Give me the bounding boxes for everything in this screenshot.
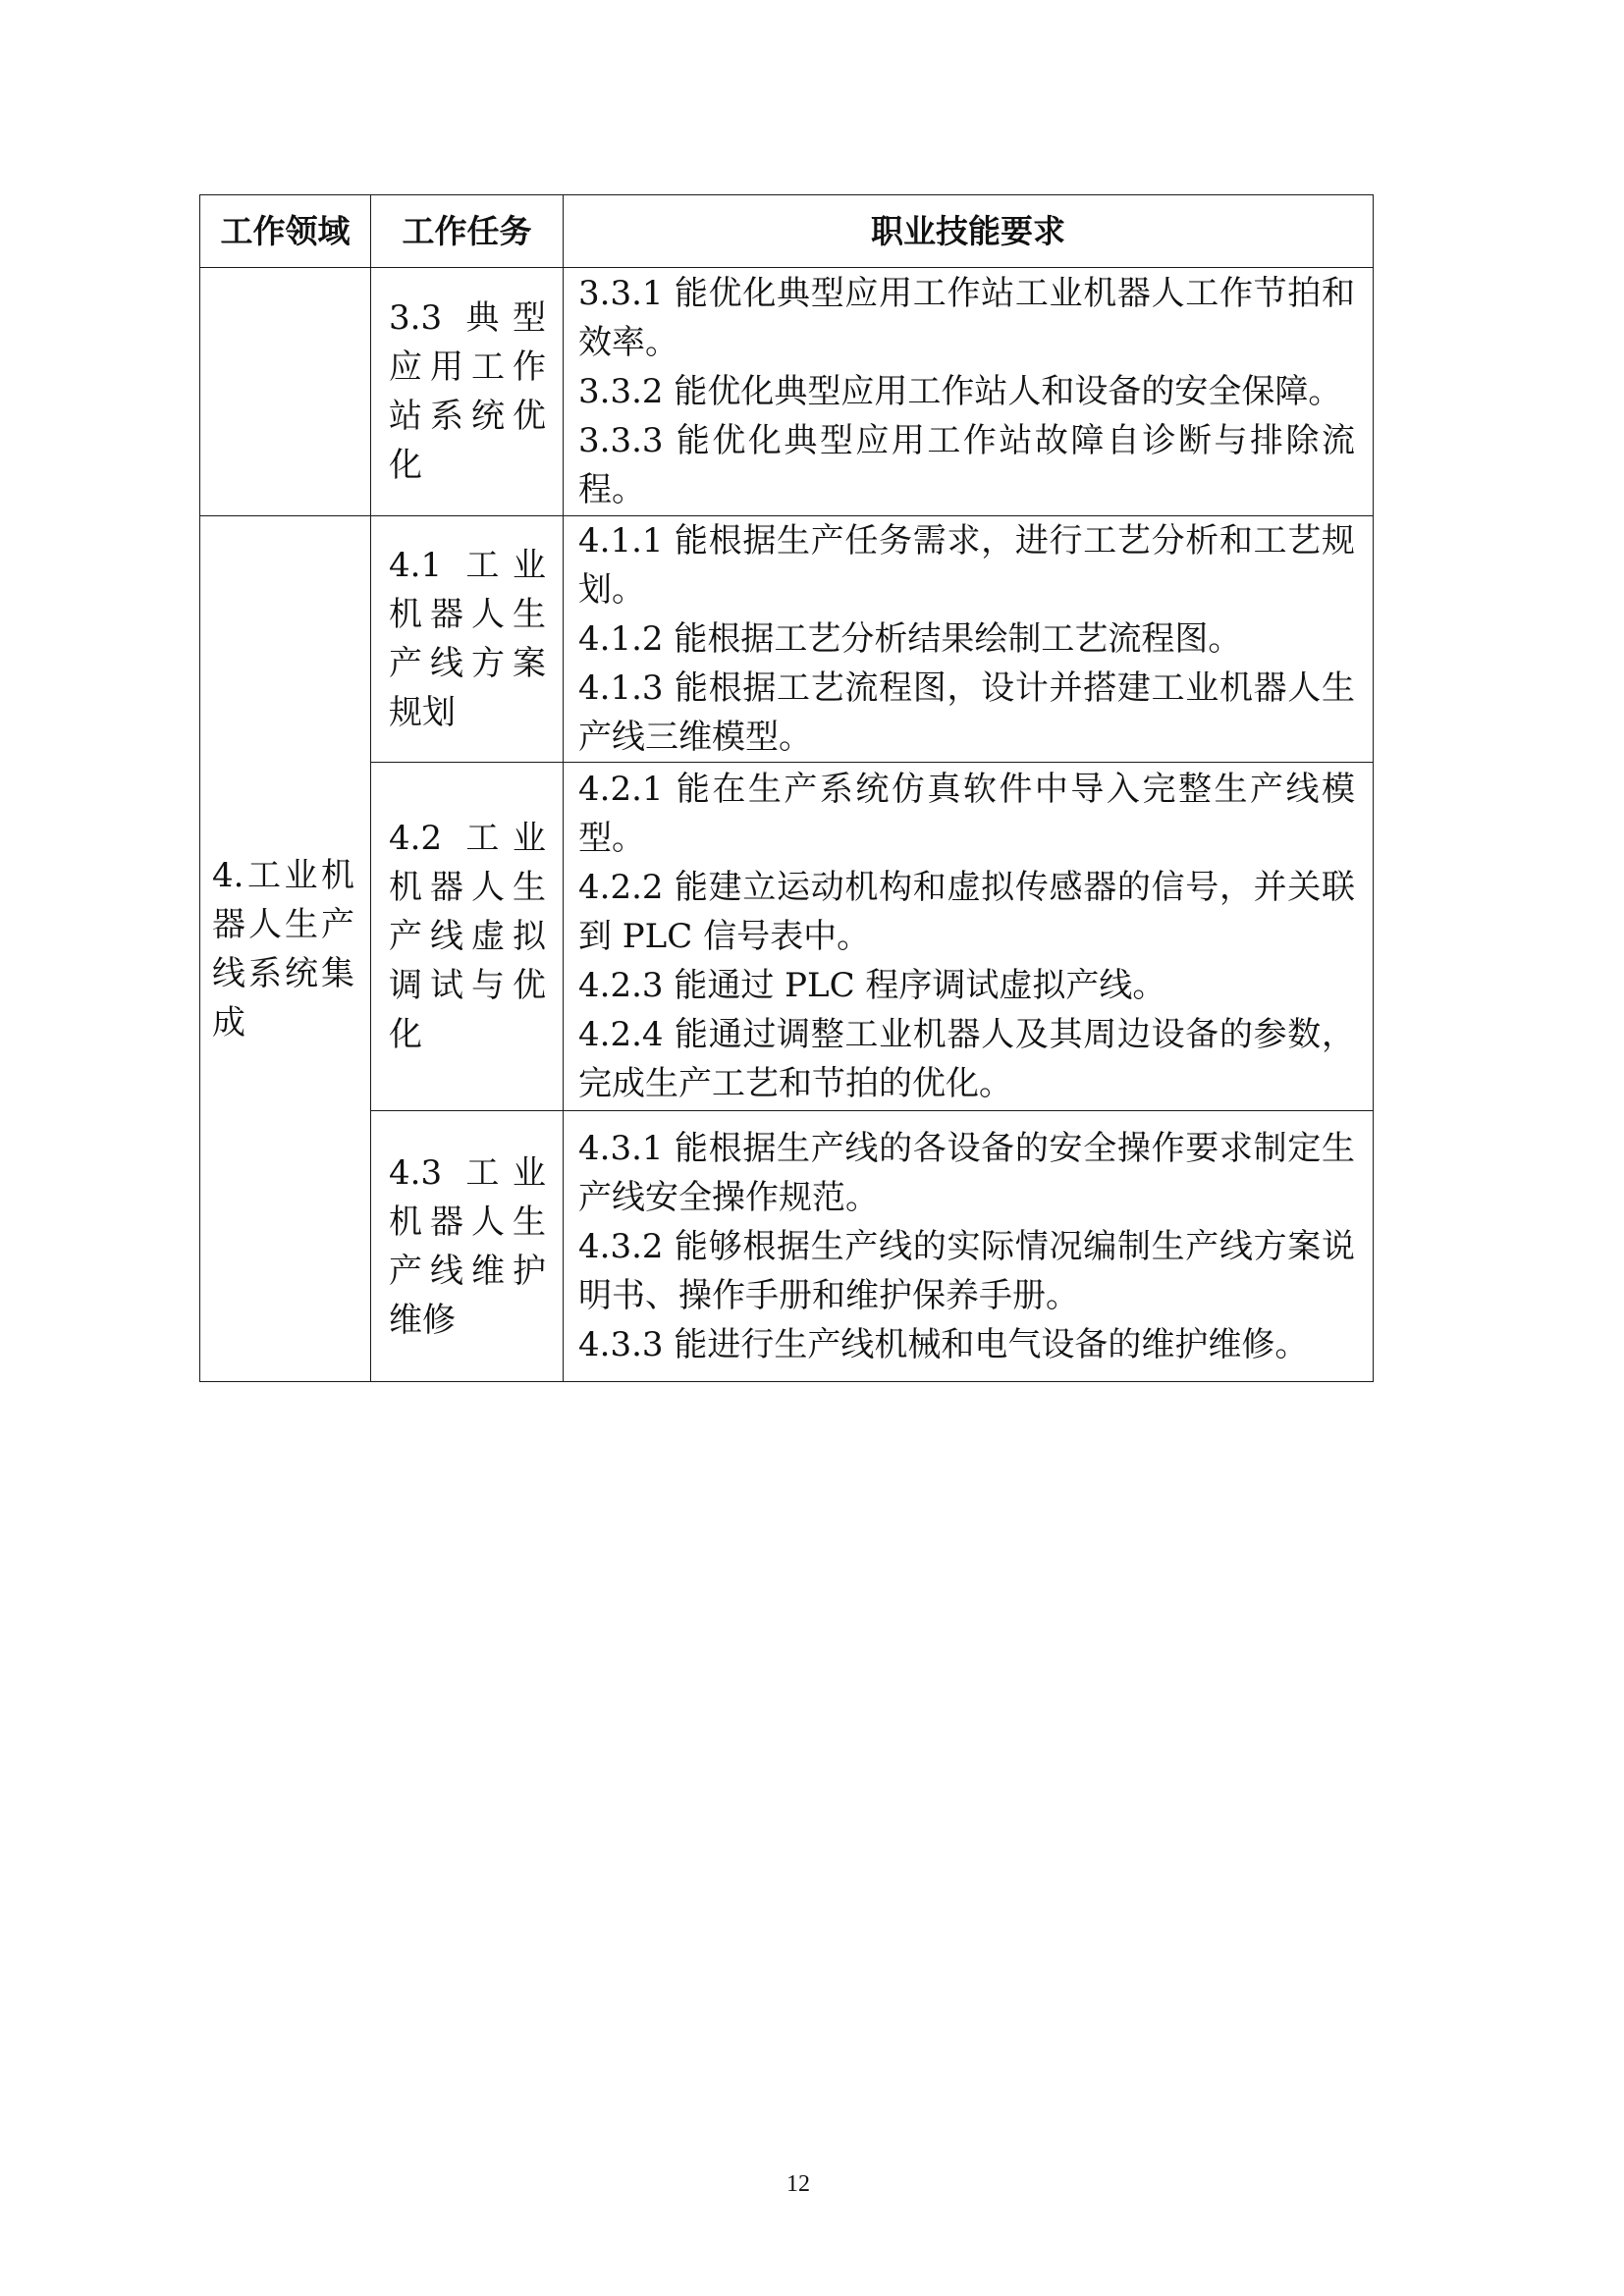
text-line: 产线虚拟 [389,917,546,956]
skill-item [578,1010,1355,1108]
text-line: 4.1.1 能根据生产任务需求，进行工艺分析和工艺规 [578,521,1355,561]
text-line: 化 [389,446,422,485]
skill-item [578,1320,1355,1369]
table-row [200,516,1374,763]
skill-item [578,1124,1355,1222]
text-line: 规划 [389,693,456,732]
text-line: 器人生产 [212,904,354,944]
work-task-cell [371,516,564,763]
text-line: 3.3 典型 [389,298,546,338]
text-line: 线系统集 [212,953,354,993]
text-line: 完成生产工艺和节拍的优化。 [578,1064,1012,1103]
text-line: 机器人生 [389,868,546,907]
work-task-cell [371,1111,564,1382]
work-task-cell [371,763,564,1111]
text-line: 机器人生 [389,1201,546,1242]
skill-item [578,269,1355,367]
table-row [200,763,1374,1111]
text-line: 应用工作 [389,347,546,387]
text-line: 4.2.3 能通过 PLC 程序调试虚拟产线。 [578,966,1166,1005]
work-domain-cell [200,516,371,1382]
text-line: 4.1.2 能根据工艺分析结果绘制工艺流程图。 [578,619,1242,659]
text-line: 4.3 工业 [389,1152,546,1193]
work-domain-cell [200,268,371,516]
text-line: 4.2.4 能通过调整工业机器人及其周边设备的参数， [578,1015,1355,1054]
text-line: 机器人生 [389,595,546,634]
text-line: 产线方案 [389,644,546,683]
work-task-name [389,294,546,490]
text-line: 4.2.2 能建立运动机构和虚拟传感器的信号，并关联 [578,868,1355,907]
text-line: 产线维护 [389,1251,546,1291]
text-line: 3.3.2 能优化典型应用工作站人和设备的安全保障。 [578,372,1342,411]
skill-requirements-cell [564,516,1374,763]
work-task-name [389,1148,546,1345]
text-line: 明书、操作手册和维护保养手册。 [578,1275,1079,1315]
page-number: 12 [786,2171,810,2197]
text-line: 程。 [578,470,645,509]
text-line: 4.工业机 [212,855,354,895]
competency-table [199,194,1374,1382]
skill-item [578,863,1355,961]
skill-item [578,367,1355,416]
text-line: 4.3.1 能根据生产线的各设备的安全操作要求制定生 [578,1128,1355,1168]
work-task-cell [371,268,564,516]
header-skill-requirements: 职业技能要求 [564,195,1374,268]
table-row [200,1111,1374,1382]
skill-requirements-cell [564,763,1374,1111]
text-line: 到 PLC 信号表中。 [578,917,871,956]
text-line: 维修 [389,1300,456,1340]
text-line: 化 [389,1015,422,1054]
text-line: 4.3.2 能够根据生产线的实际情况编制生产线方案说 [578,1226,1355,1266]
text-line: 4.2.1 能在生产系统仿真软件中导入完整生产线模 [578,770,1355,809]
skill-requirements-cell [564,1111,1374,1382]
text-line: 3.3.3 能优化典型应用工作站故障自诊断与排除流 [578,421,1355,460]
text-line: 产线安全操作规范。 [578,1177,879,1217]
text-line: 调试与优 [389,966,546,1005]
work-task-name [389,541,546,737]
skill-item [578,1222,1355,1320]
text-line: 产线三维模型。 [578,718,812,757]
text-line: 站系统优 [389,397,546,436]
text-line: 3.3.1 能优化典型应用工作站工业机器人工作节拍和 [578,274,1355,313]
text-line: 4.2 工业 [389,819,546,858]
text-line: 型。 [578,819,645,858]
text-line: 成 [212,1002,245,1042]
text-line: 效率。 [578,323,678,362]
skill-requirements-cell [564,268,1374,516]
text-line: 4.1 工业 [389,546,546,585]
text-line: 4.3.3 能进行生产线机械和电气设备的维护维修。 [578,1324,1309,1364]
skill-item [578,961,1355,1010]
skill-item [578,765,1355,863]
text-line: 划。 [578,570,645,610]
header-work-domain: 工作领域 [200,195,371,268]
skill-item [578,416,1355,514]
skill-item [578,664,1355,762]
work-task-name [389,814,546,1059]
table-header-row [200,195,1374,268]
work-domain-name [212,851,354,1047]
skill-item [578,516,1355,614]
header-work-task: 工作任务 [371,195,564,268]
skill-item [578,614,1355,664]
table-row [200,268,1374,516]
text-line: 4.1.3 能根据工艺流程图，设计并搭建工业机器人生 [578,668,1355,708]
